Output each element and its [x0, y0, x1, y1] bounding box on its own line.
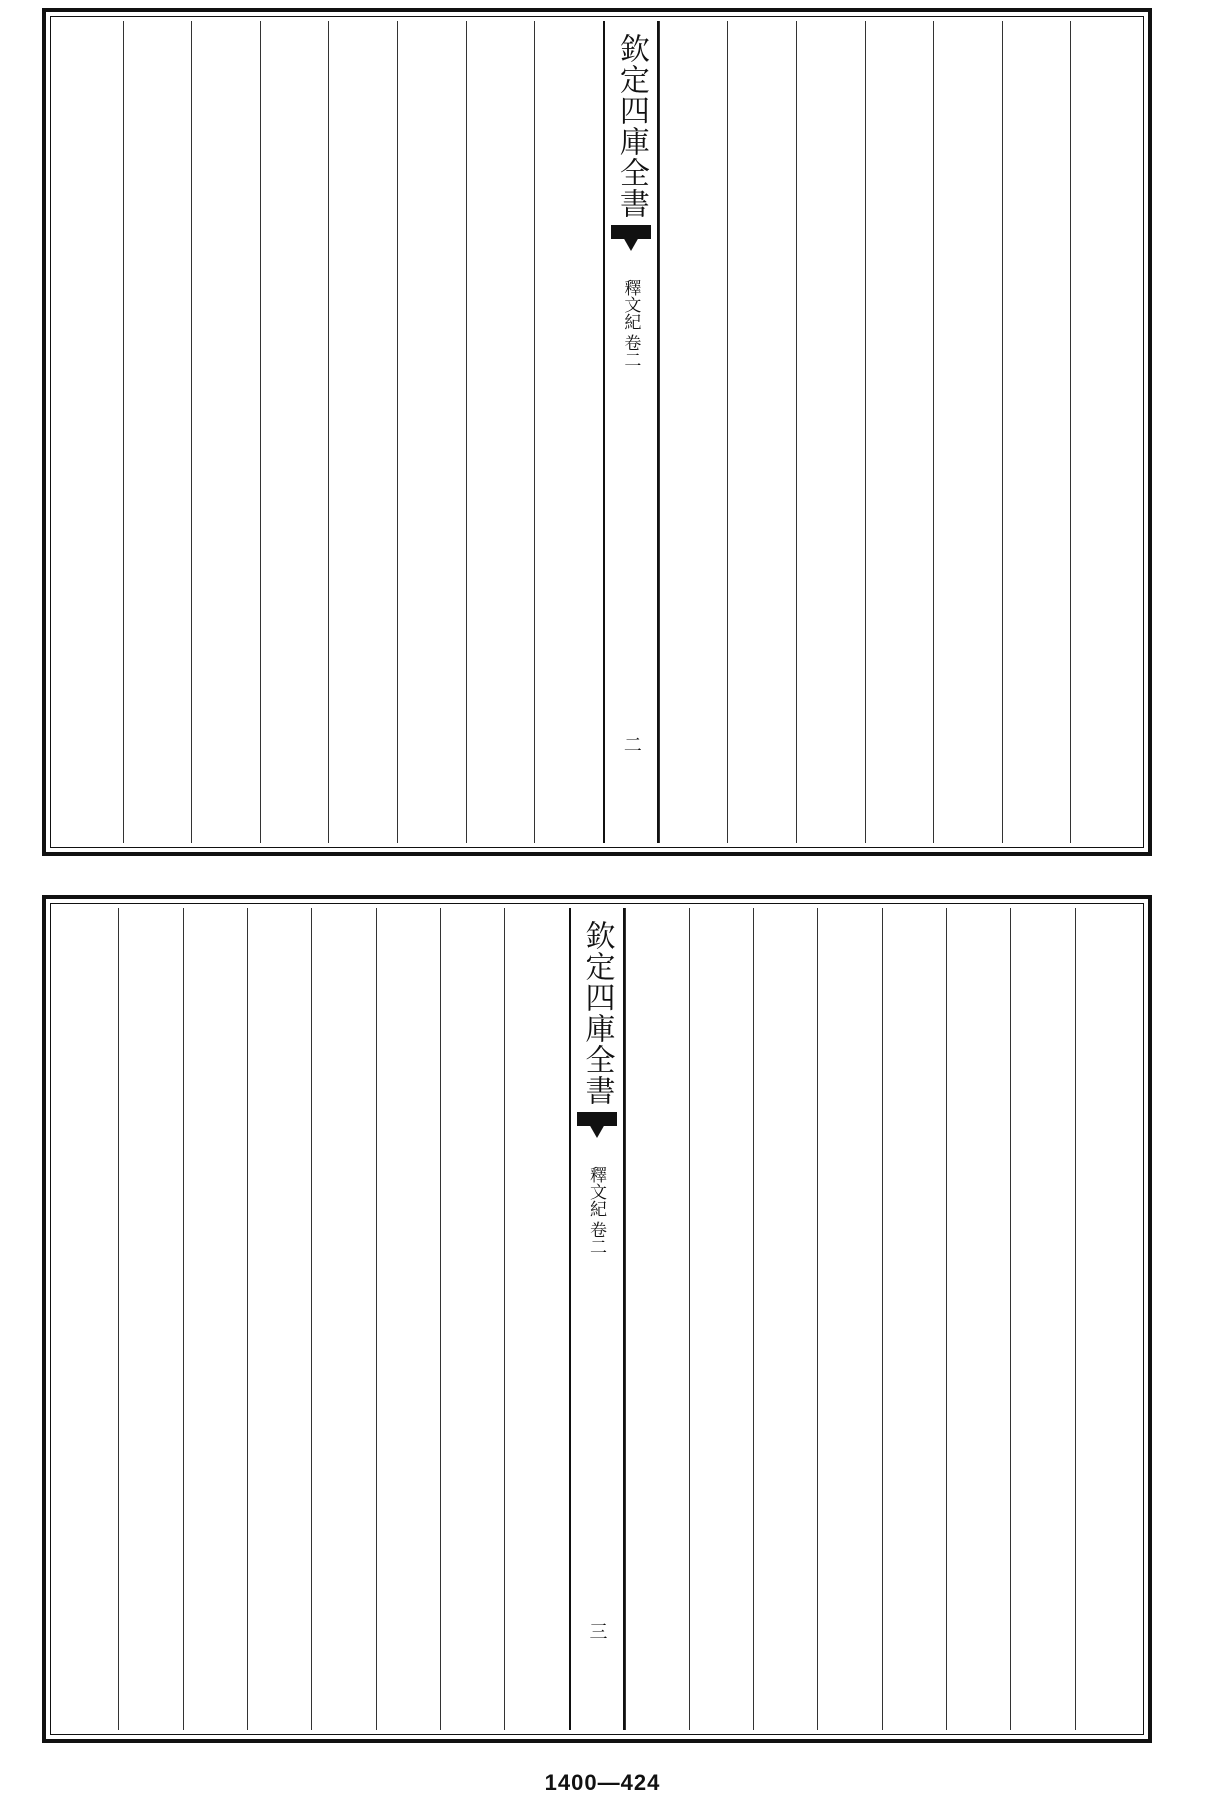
text-column — [328, 21, 397, 843]
text-column — [796, 21, 865, 843]
text-column — [440, 908, 504, 1730]
text-column — [933, 21, 1002, 843]
text-column — [55, 908, 118, 1730]
page-code: 1400—424 — [544, 1770, 661, 1795]
text-column — [817, 908, 881, 1730]
section-label — [584, 1166, 609, 1255]
text-column — [1010, 908, 1074, 1730]
text-column — [123, 21, 192, 843]
center-spine — [603, 21, 659, 843]
text-column — [183, 908, 247, 1730]
text-column — [260, 21, 329, 843]
lower-page-frame — [42, 895, 1152, 1743]
text-column — [376, 908, 440, 1730]
text-column — [118, 908, 182, 1730]
upper-page-columns — [55, 21, 1139, 843]
text-column — [865, 21, 934, 843]
fish-tail-mark-icon — [611, 225, 651, 265]
text-column — [247, 908, 311, 1730]
text-column — [946, 908, 1010, 1730]
upper-page-frame — [42, 8, 1152, 856]
text-column — [1002, 21, 1071, 843]
spine-page-number: 三 — [586, 1622, 608, 1640]
text-column — [504, 908, 568, 1730]
text-column — [191, 21, 260, 843]
text-column — [534, 21, 603, 843]
text-column — [753, 908, 817, 1730]
fish-tail-mark-icon — [577, 1112, 617, 1152]
text-column — [55, 21, 123, 843]
text-column — [625, 908, 689, 1730]
volume-name: 卷二 — [586, 1221, 606, 1255]
lower-page-columns — [55, 908, 1139, 1730]
text-column — [689, 908, 753, 1730]
text-column — [882, 908, 946, 1730]
text-column — [1070, 21, 1139, 843]
volume-name: 卷二 — [620, 334, 641, 368]
text-column — [466, 21, 535, 843]
section-name: 釋文紀 — [620, 279, 641, 330]
text-column — [727, 21, 796, 843]
text-column — [1075, 908, 1139, 1730]
text-column — [397, 21, 466, 843]
spine-page-number: 二 — [620, 735, 642, 753]
text-column — [659, 21, 728, 843]
section-name: 釋文紀 — [586, 1166, 606, 1217]
book-title: 欽定四庫全書 — [613, 33, 649, 219]
text-column — [311, 908, 375, 1730]
section-label — [618, 279, 643, 368]
center-spine — [569, 908, 625, 1730]
book-title: 欽定四庫全書 — [579, 920, 615, 1106]
